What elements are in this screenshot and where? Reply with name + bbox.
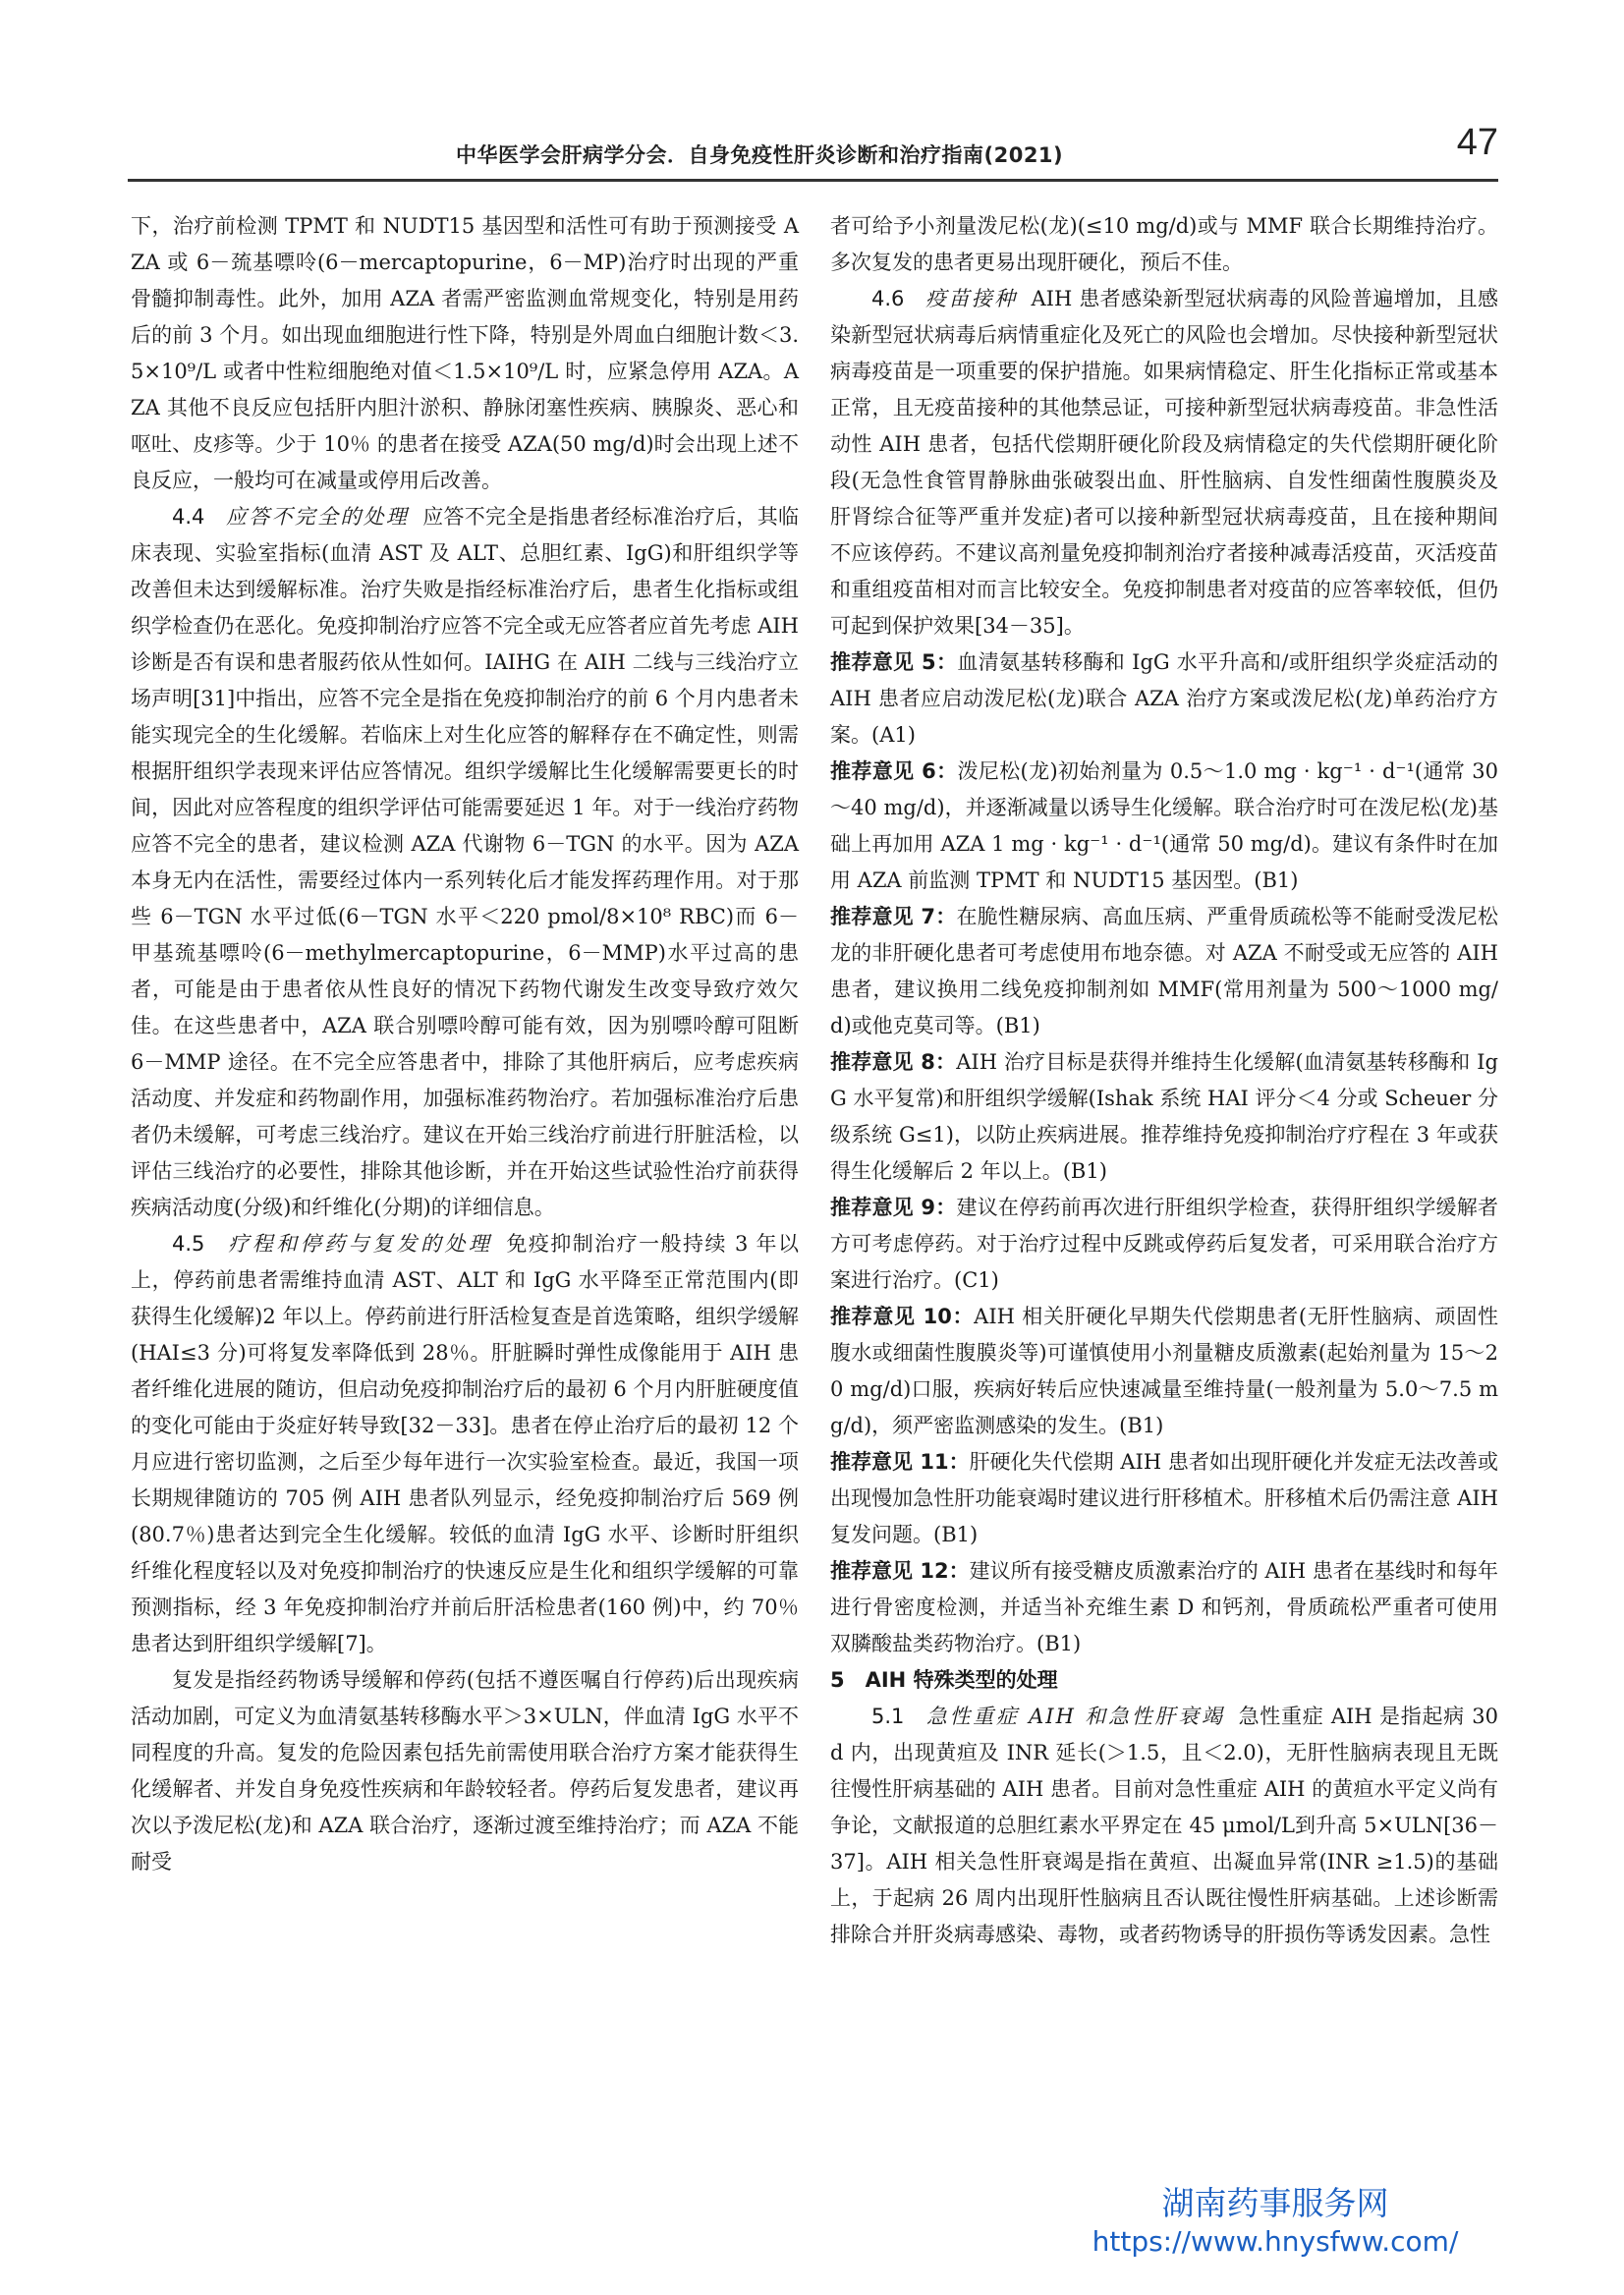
recommendation-text: AIH 治疗目标是获得并维持生化缓解(血清氨基转移酶和 IgG 水平复常)和肝组织学缓解(Ishak 系统 HAI 评分＜4 分或 Scheuer 分级系统 G≤1)，以防止疾病进展。推荐维持免疫抑制治疗疗程在 3 年或获得生化缓解后 2 年以上。(B1) (830, 1050, 1498, 1183)
paragraph-aza-monitoring: 下，治疗前检测 TPMT 和 NUDT15 基因型和活性可有助于预测接受 AZA 或 6－巯基嘌呤(6－mercaptopurine，6－MP)治疗时出现的严重骨髓抑制毒性。此外，加用 AZA 者需严密监测血常规变化，特别是用药后的前 3 个月。如出现血细胞进行性下降，特别是外周血白细胞计数＜3.5×10⁹/L 或者中性粒细胞绝对值＜1.5×10⁹/L 时，应紧急停用 AZA。AZA 其他不良反应包括肝内胆汁淤积、静脉闭塞性疾病、胰腺炎、恶心和呕吐、皮疹等。少于 10％ 的患者在接受 AZA(50 mg/d)时会出现上述不良反应，一般均可在减量或停用后改善。 (131, 214, 799, 492)
section-4-4 (131, 499, 799, 1226)
section-body: 免疫抑制治疗一般持续 3 年以上，停药前患者需维持血清 AST、ALT 和 IgG 水平降至正常范围内(即获得生化缓解)2 年以上。停药前进行肝活检复查是首选策略，组织学缓解(HAI≤3 分)可将复发率降低到 28％。肝脏瞬时弹性成像能用于 AIH 患者纤维化进展的随访，但启动免疫抑制治疗后的最初 6 个月内肝脏硬度值的变化可能由于炎症好转导致[32－33]。患者在停止治疗后的最初 12 个月应进行密切监测，之后至少每年进行一次实验室检查。最近，我国一项长期规律随访的 705 例 AIH 患者队列显示，经免疫抑制治疗后 569 例(80.7％)患者达到完全生化缓解。较低的血清 IgG 水平、诊断时肝组织纤维化程度轻以及对免疫抑制治疗的快速反应是生化和组织学缓解的可靠预测指标，经 3 年免疫抑制治疗并前后肝活检患者(160 例)中，约 70％ 患者达到肝组织学缓解[7]。 (131, 1232, 800, 1655)
recommendation-text: 在脆性糖尿病、高血压病、严重骨质疏松等不能耐受泼尼松龙的非肝硬化患者可考虑使用布地奈德。对 AZA 不耐受或无应答的 AIH 患者，建议换用二线免疫抑制剂如 MMF(常用剂量为 500～1000 mg/d)或他克莫司等。(B1) (830, 905, 1498, 1037)
section-body: 急性重症 AIH 是指起病 30 d 内，出现黄疸及 INR 延长(＞1.5，且＜2.0)，无肝性脑病表现且无既往慢性肝病基础的 AIH 患者。目前对急性重症 AIH 的黄疸水平定义尚有争论，文献报道的总胆红素水平界定在 45 μmol/L到升高 5×ULN[36－37]。AIH 相关急性肝衰竭是指在黄疸、出凝血异常(INR ≥1.5)的基础上，于起病 26 周内出现肝性脑病且否认既往慢性肝病基础。上述诊断需排除合并肝炎病毒感染、毒物，或者药物诱导的肝损伤等诱发因素。急性 (830, 1705, 1498, 1946)
section-4-6 (830, 281, 1498, 644)
recommendation-text: 建议所有接受糖皮质激素治疗的 AIH 患者在基线时和每年进行骨密度检测，并适当补充维生素 D 和钙剂，骨质疏松严重者可使用双膦酸盐类药物治疗。(B1) (830, 1559, 1498, 1655)
section-body: 应答不完全是指患者经标准治疗后，其临床表现、实验室指标(血清 AST 及 ALT、总胆红素、IgG)和肝组织学等改善但未达到缓解标准。治疗失败是指经标准治疗后，患者生化指标或组织学检查仍在恶化。免疫抑制治疗应答不完全或无应答者应首先考虑 AIH 诊断是否有误和患者服药依从性如何。IAIHG 在 AIH 二线与三线治疗立场声明[31]中指出，应答不完全是指在免疫抑制治疗的前 6 个月内患者未能实现完全的生化缓解。若临床上对生化应答的解释存在不确定性，则需根据肝组织学表现来评估应答情况。组织学缓解比生化缓解需要更长的时间，因此对应答程度的组织学评估可能需要延迟 1 年。对于一线治疗药物应答不完全的患者，建议检测 AZA 代谢物 6－TGN 的水平。因为 AZA 本身无内在活性，需要经过体内一系列转化后才能发挥药理作用。对于那些 6－TGN 水平过低(6－TGN 水平＜220 pmol/8×10⁸ RBC)而 6－甲基巯基嘌呤(6－methylmercaptopurine，6－MMP)水平过高的患者，可能是由于患者依从性良好的情况下药物代谢发生改变导致疗效欠佳。在这些患者中，AZA 联合别嘌呤醇可能有效，因为别嘌呤醇可阻断 6－MMP 途径。在不完全应答患者中，排除了其他肝病后，应考虑疾病活动度、并发症和药物副作用，加强标准药物治疗。若加强标准治疗后患者仍未缓解，可考虑三线治疗。建议在开始三线治疗前进行肝脏活检，以评估三线治疗的必要性，排除其他诊断，并在开始这些试验性治疗前获得疾病活动度(分级)和纤维化(分期)的详细信息。 (131, 505, 799, 1219)
section-5-1 (830, 1699, 1498, 1953)
site-watermark (1069, 2183, 1482, 2260)
recommendation-label: 推荐意见 11： (830, 1450, 970, 1474)
recommendation-11 (830, 1444, 1498, 1553)
recommendation-9 (830, 1190, 1498, 1299)
recommendation-label: 推荐意见 10： (830, 1305, 975, 1328)
recommendation-label: 推荐意见 12： (830, 1559, 970, 1583)
section-number: 4.4 (172, 505, 205, 529)
recommendation-text: 建议在停药前再次进行肝组织学检查，获得肝组织学缓解者方可考虑停药。对于治疗过程中反跳或停药后复发者，可采用联合治疗方案进行治疗。(C1) (830, 1196, 1498, 1292)
recommendation-6 (830, 754, 1498, 899)
page-number: 47 (1456, 122, 1498, 163)
recommendation-text: AIH 相关肝硬化早期失代偿期患者(无肝性脑病、顽固性腹水或细菌性腹膜炎等)可谨慎使用小剂量糖皮质激素(起始剂量为 15～20 mg/d)口服，疾病好转后应快速减量至维持量(一般剂量为 5.0～7.5 mg/d)，须严密监测感染的发生。(B1) (830, 1305, 1499, 1437)
section-title: 疫苗接种 (925, 287, 1018, 310)
paragraph-relapse: 复发是指经药物诱导缓解和停药(包括不遵医嘱自行停药)后出现疾病活动加剧，可定义为血清氨基转移酶水平＞3×ULN，伴血清 IgG 水平不同程度的升高。复发的危险因素包括先前需使用联合治疗方案才能获得生化缓解者、并发自身免疫性疾病和年龄较轻者。停药后复发患者，建议再次以予泼尼松(龙)和 AZA 联合治疗，逐渐过渡至维持治疗；而 AZA 不能耐受 (131, 1668, 799, 1874)
section-title: 疗程和停药与复发的处理 (228, 1232, 493, 1256)
recommendation-12 (830, 1553, 1498, 1662)
recommendation-text: 泼尼松(龙)初始剂量为 0.5～1.0 mg · kg⁻¹ · d⁻¹(通常 30～40 mg/d)，并逐渐减量以诱导生化缓解。联合治疗时可在泼尼松(龙)基础上再加用 AZA 1 mg · kg⁻¹ · d⁻¹(通常 50 mg/d)。建议有条件时在加用 AZA 前监测 TPMT 和 NUDT15 基因型。(B1) (830, 759, 1498, 892)
recommendation-7 (830, 899, 1498, 1044)
recommendation-label: 推荐意见 8： (830, 1050, 957, 1074)
section-title: 急性重症 AIH 和急性肝衰竭 (925, 1705, 1225, 1728)
section-number: 4.6 (871, 287, 905, 310)
watermark-url-link[interactable]: https://www.hnysfww.com/ (1092, 2225, 1459, 2258)
section-number: 5.1 (871, 1705, 905, 1728)
paragraph-continued: 者可给予小剂量泼尼松(龙)(≤10 mg/d)或与 MMF 联合长期维持治疗。多次复发的患者更易出现肝硬化，预后不佳。 (830, 214, 1498, 274)
recommendation-text: 肝硬化失代偿期 AIH 患者如出现肝硬化并发症无法改善或出现慢加急性肝功能衰竭时建议进行肝移植术。肝移植术后仍需注意 AIH 复发问题。(B1) (830, 1450, 1498, 1546)
recommendation-label: 推荐意见 5： (830, 650, 958, 674)
left-column (131, 208, 799, 1880)
section-5-heading: 5 AIH 特殊类型的处理 (830, 1668, 1058, 1692)
right-column (830, 208, 1498, 1953)
running-header (128, 122, 1498, 177)
watermark-site-name: 湖南药事服务网 (1161, 2184, 1389, 2222)
recommendation-10 (830, 1299, 1498, 1444)
recommendation-text: 血清氨基转移酶和 IgG 水平升高和/或肝组织学炎症活动的 AIH 患者应启动泼尼松(龙)联合 AZA 治疗方案或泼尼松(龙)单药治疗方案。(A1) (830, 650, 1498, 747)
recommendation-label: 推荐意见 7： (830, 905, 957, 928)
recommendation-label: 推荐意见 9： (830, 1196, 957, 1219)
section-number: 4.5 (172, 1232, 205, 1256)
section-4-5 (131, 1226, 799, 1662)
header-rule (128, 179, 1498, 182)
journal-article-title: 中华医学会肝病学分会．自身免疫性肝炎诊断和治疗指南(2021) (456, 143, 1064, 167)
recommendation-8 (830, 1044, 1498, 1190)
recommendation-label: 推荐意见 6： (830, 759, 958, 783)
section-body: AIH 患者感染新型冠状病毒的风险普遍增加，且感染新型冠状病毒后病情重症化及死亡的风险也会增加。尽快接种新型冠状病毒疫苗是一项重要的保护措施。如果病情稳定、肝生化指标正常或基本正常，且无疫苗接种的其他禁忌证，可接种新型冠状病毒疫苗。非急性活动性 AIH 患者，包括代偿期肝硬化阶段及病情稳定的失代偿期肝硬化阶段(无急性食管胃静脉曲张破裂出血、肝性脑病、自发性细菌性腹膜炎及肝肾综合征等严重并发症)者可以接种新型冠状病毒疫苗，且在接种期间不应该停药。不建议高剂量免疫抑制剂治疗者接种减毒活疫苗，灭活疫苗和重组疫苗相对而言比较安全。免疫抑制患者对疫苗的应答率较低，但仍可起到保护效果[34－35]。 (830, 287, 1498, 638)
section-title: 应答不完全的处理 (225, 505, 410, 529)
recommendation-5 (830, 644, 1498, 754)
